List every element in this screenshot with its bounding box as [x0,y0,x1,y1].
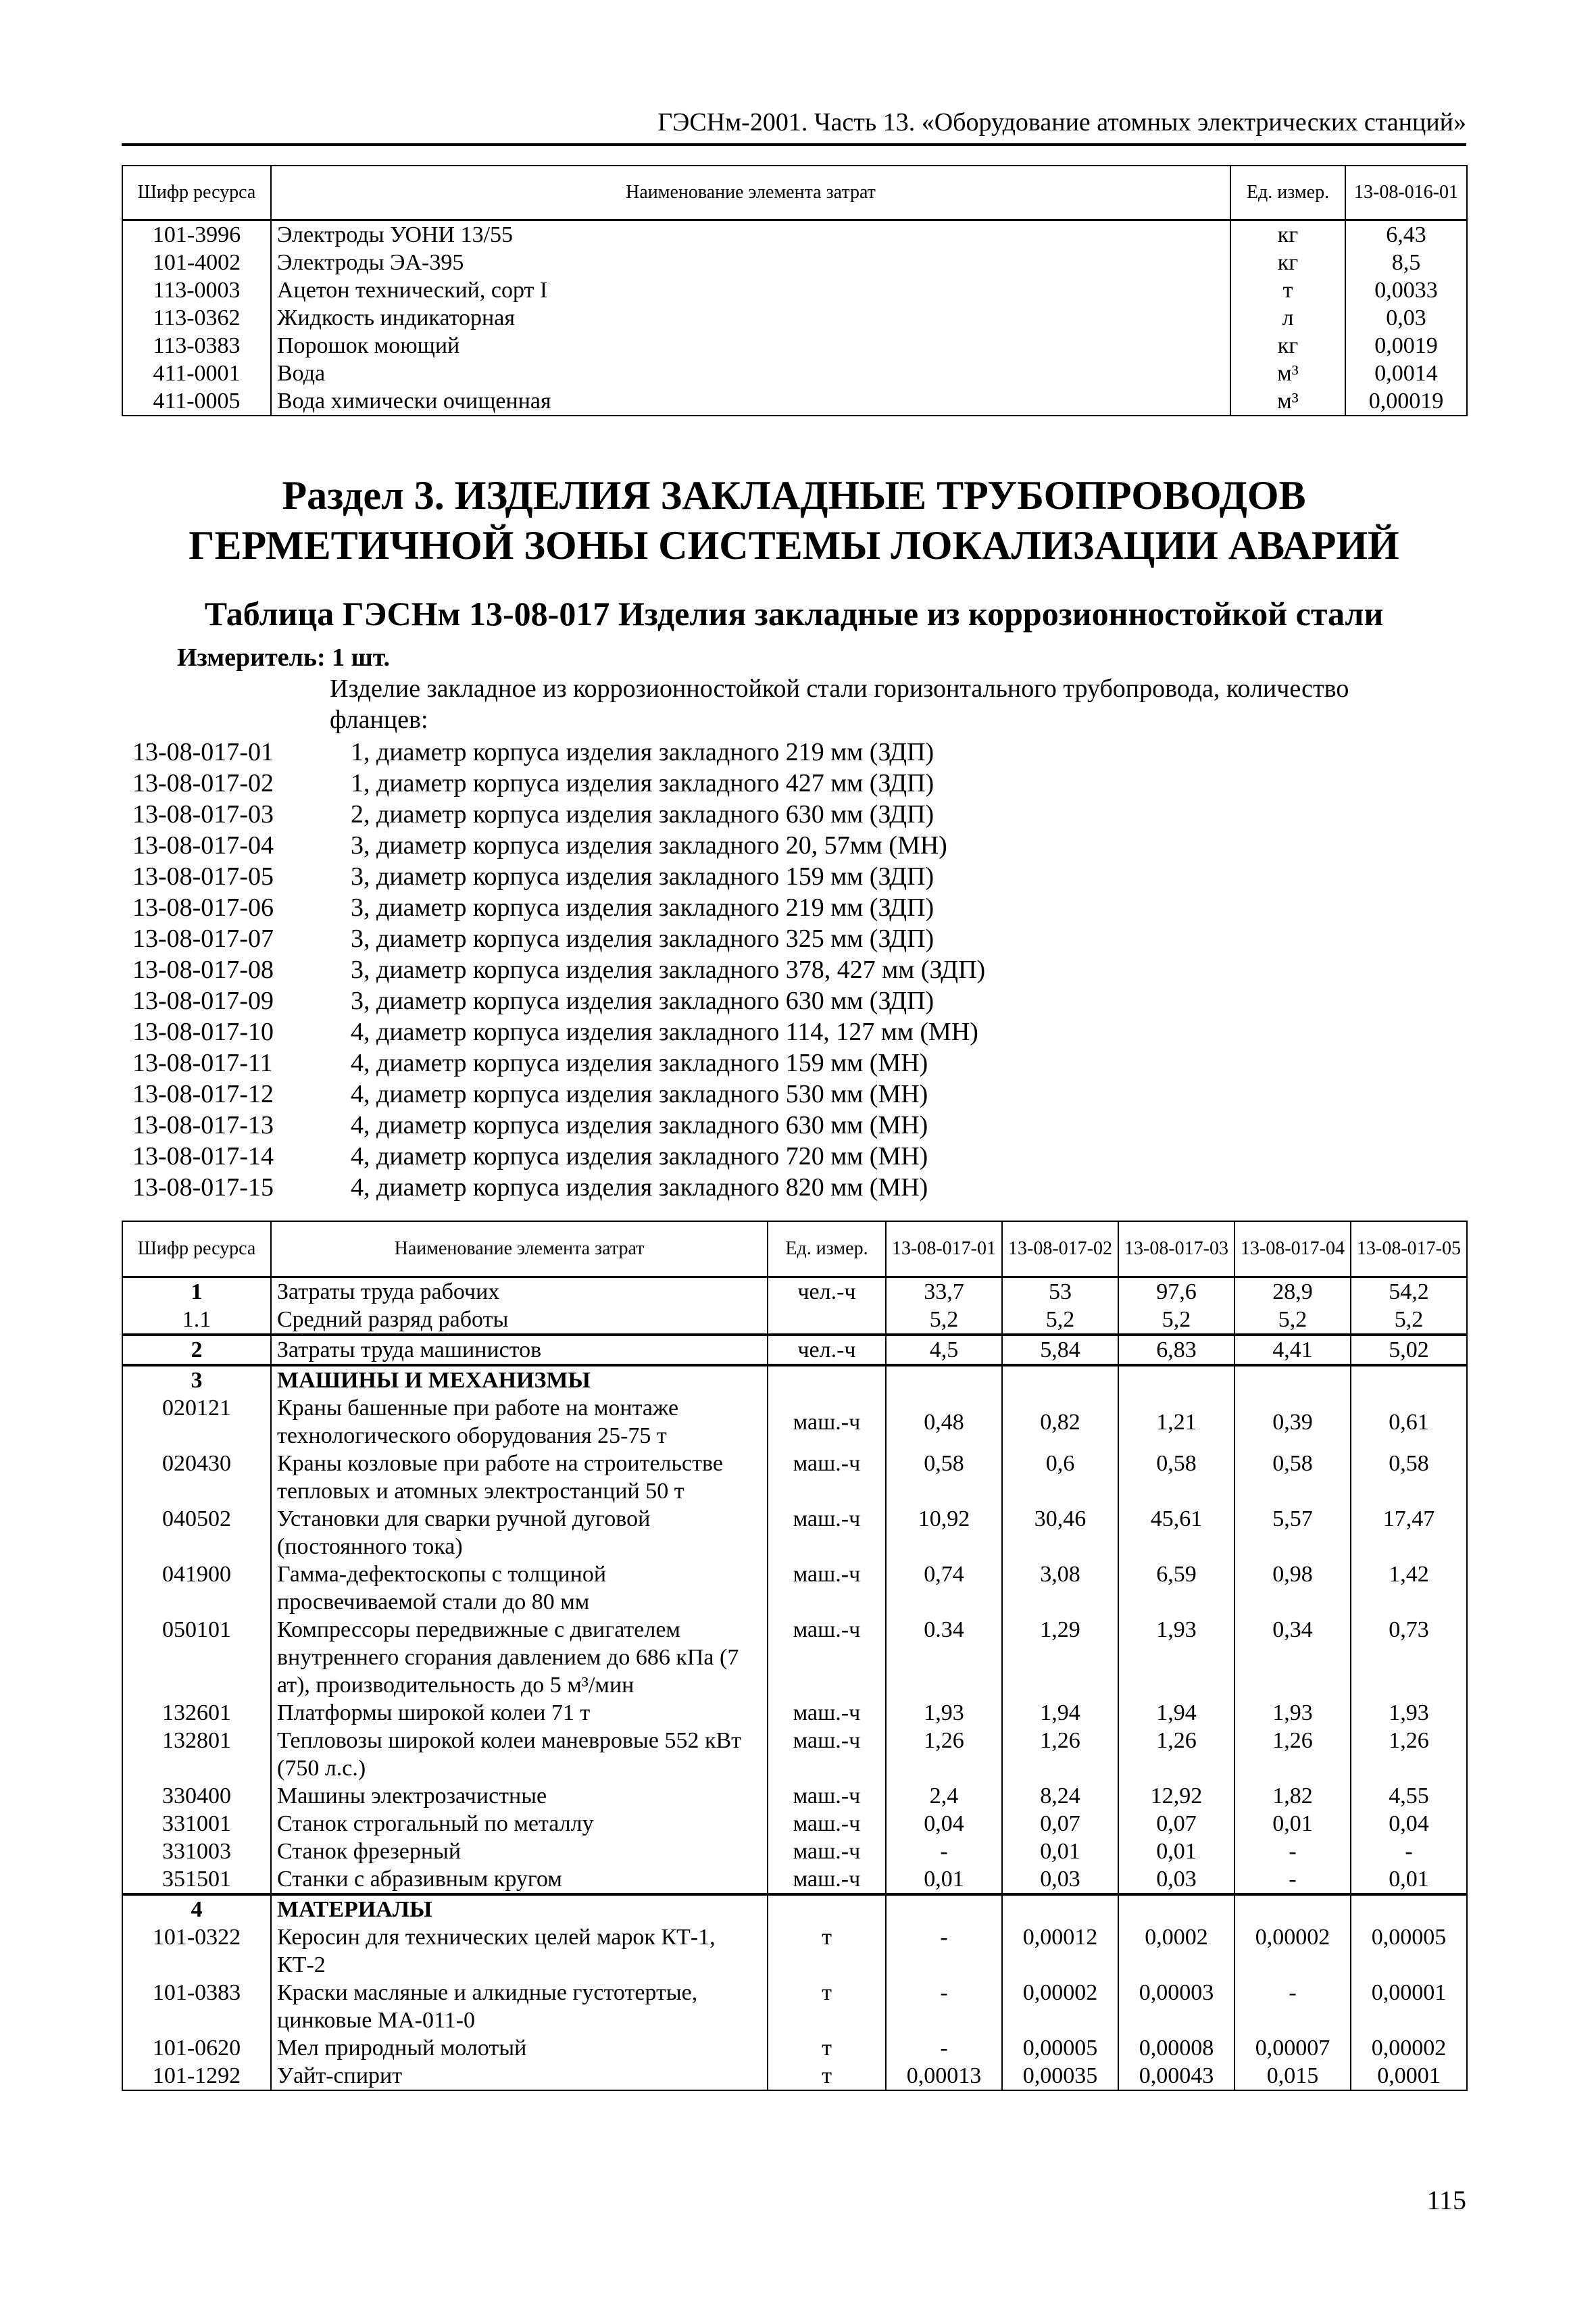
table-cell: м³ [1230,360,1345,387]
value-cell: 54,2 [1351,1277,1467,1306]
value-cell: 0,03 [1118,1865,1235,1894]
variant-item [132,1048,1416,1079]
value-cell: 1,93 [1235,1699,1351,1727]
value-cell: 0,39 [1235,1394,1351,1450]
value-cell: 0,58 [886,1450,1002,1505]
value-cell: 0,01 [886,1865,1002,1894]
resource-table-016 [122,165,1468,416]
value-cell: 0.34 [886,1616,1002,1699]
table-row [122,2034,1467,2062]
running-header: ГЭСНм-2001. Часть 13. «Оборудование атомных электрических станций» [657,108,1466,137]
value-cell: 1,21 [1118,1394,1235,1450]
resource-unit: т [768,1979,886,2034]
value-cell: 8,24 [1002,1782,1118,1810]
table-row [122,1838,1467,1865]
table-header-row [122,1221,1467,1277]
resource-code: 101-0620 [122,2034,271,2062]
table-row [122,1616,1467,1699]
column-header: Наименование элемента затрат [271,166,1230,220]
value-cell: 5,57 [1235,1505,1351,1560]
variant-code: 13-08-017-04 [132,831,274,860]
variant-code: 13-08-017-02 [132,769,274,797]
variant-item [132,954,1416,985]
value-cell: 0,01 [1235,1810,1351,1838]
table-cell: Порошок моющий [271,332,1230,360]
table-row [122,220,1467,249]
variant-code: 13-08-017-11 [132,1049,273,1077]
value-cell: - [1235,1865,1351,1894]
value-cell: 0,00002 [1351,2034,1467,2062]
variant-item [132,830,1416,861]
value-cell: 0,82 [1002,1394,1118,1450]
header-rule [122,143,1466,146]
variant-description: 3, диаметр корпуса изделия закладного 325 мм (ЗДП) [351,925,934,953]
value-cell: 1,26 [886,1727,1002,1782]
variant-item [132,892,1416,923]
variant-description: 1, диаметр корпуса изделия закладного 427 мм (ЗДП) [351,769,934,797]
description-lead: Изделие закладное из коррозионностойкой стали горизонтального трубопровода, количество фланцев: [330,674,1349,734]
variant-list [132,737,1416,1203]
value-cell: 1,94 [1002,1699,1118,1727]
column-header: Шифр ресурса [122,1221,271,1277]
resource-name: Затраты труда машинистов [271,1335,768,1365]
table-cell: т [1230,276,1345,304]
variant-description: 3, диаметр корпуса изделия закладного 219 мм (ЗДП) [351,893,934,922]
resource-unit [768,1365,886,1394]
value-cell: 0,01 [1002,1838,1118,1865]
variant-code: 13-08-017-09 [132,987,274,1015]
table-cell: кг [1230,220,1345,249]
value-cell: 0,0001 [1351,2062,1467,2090]
resource-code: 101-0322 [122,1923,271,1979]
value-cell: 0,00007 [1235,2034,1351,2062]
resource-code: 041900 [122,1560,271,1616]
resource-name: Краны козловые при работе на строительстве тепловых и атомных электростанций 50 т [271,1450,768,1505]
value-cell [886,1894,1002,1923]
table-cell: 411-0001 [122,360,271,387]
table-cell: 8,5 [1345,249,1467,276]
table-row [122,276,1467,304]
resource-name: Компрессоры передвижные с двигателем внутреннего сгорания давлением до 686 кПа (7 ат), производительность до 5 м³/мин [271,1616,768,1699]
resource-name: Платформы широкой колеи 71 т [271,1699,768,1727]
value-cell: - [1351,1838,1467,1865]
value-cell: 4,5 [886,1335,1002,1365]
resource-unit: маш.-ч [768,1810,886,1838]
value-cell: 12,92 [1118,1782,1235,1810]
value-cell: 97,6 [1118,1277,1235,1306]
value-cell: 0,00008 [1118,2034,1235,2062]
table-row [122,1727,1467,1782]
variant-item [132,985,1416,1016]
table-body [122,220,1467,416]
resource-name: Станок фрезерный [271,1838,768,1865]
value-cell: 2,4 [886,1782,1002,1810]
table-cell: Вода химически очищенная [271,387,1230,416]
table-row [122,2062,1467,2090]
table-row [122,332,1467,360]
value-cell: 1,82 [1235,1782,1351,1810]
value-cell: 0,98 [1235,1560,1351,1616]
value-cell: 10,92 [886,1505,1002,1560]
value-cell [1002,1894,1118,1923]
value-cell: 3,08 [1002,1560,1118,1616]
variant-description: 4, диаметр корпуса изделия закладного 114, 127 мм (МН) [351,1018,978,1046]
variant-item [132,799,1416,830]
table-row [122,249,1467,276]
value-cell: - [1235,1979,1351,2034]
value-cell: 0,04 [886,1810,1002,1838]
variant-code: 13-08-017-12 [132,1080,274,1108]
value-cell: 53 [1002,1277,1118,1306]
variant-code: 13-08-017-01 [132,738,274,766]
value-cell: 0,58 [1235,1450,1351,1505]
value-cell: 1,26 [1351,1727,1467,1782]
value-cell: 1,93 [1351,1699,1467,1727]
value-cell: 0,00012 [1002,1923,1118,1979]
column-header: 13-08-017-03 [1118,1221,1235,1277]
table-cell: 113-0003 [122,276,271,304]
resource-unit: маш.-ч [768,1450,886,1505]
resource-unit: маш.-ч [768,1699,886,1727]
resource-code: 3 [122,1365,271,1394]
table-cell: Электроды УОНИ 13/55 [271,220,1230,249]
value-cell: 5,2 [886,1306,1002,1335]
table-cell: 113-0362 [122,304,271,332]
value-cell: 0,61 [1351,1394,1467,1450]
resource-code: 351501 [122,1865,271,1894]
variant-code: 13-08-017-14 [132,1142,274,1171]
variant-description: 1, диаметр корпуса изделия закладного 219 мм (ЗДП) [351,738,934,766]
variant-code: 13-08-017-10 [132,1018,274,1046]
value-cell: 0,48 [886,1394,1002,1450]
value-cell [1002,1365,1118,1394]
variant-item [132,1172,1416,1203]
resource-code: 020430 [122,1450,271,1505]
value-cell: 33,7 [886,1277,1002,1306]
resource-name: Тепловозы широкой колеи маневровые 552 кВт (750 л.с.) [271,1727,768,1782]
resource-unit [768,1306,886,1335]
resource-unit: маш.-ч [768,1616,886,1699]
resource-name: Краны башенные при работе на монтаже технологического оборудования 25-75 т [271,1394,768,1450]
resource-code: 132801 [122,1727,271,1782]
table-cell: Электроды ЭА-395 [271,249,1230,276]
section-title: Раздел 3. ИЗДЕЛИЯ ЗАКЛАДНЫЕ ТРУБОПРОВОДОВ ГЕРМЕТИЧНОЙ ЗОНЫ СИСТЕМЫ ЛОКАЛИЗАЦИИ АВАРИЙ [189,473,1399,568]
value-cell: 0,00013 [886,2062,1002,2090]
table-cell: л [1230,304,1345,332]
table-cell: 101-4002 [122,249,271,276]
value-cell: 17,47 [1351,1505,1467,1560]
resource-unit: маш.-ч [768,1865,886,1894]
value-cell: 0,58 [1351,1450,1467,1505]
resource-name: Мел природный молотый [271,2034,768,2062]
variant-description: 4, диаметр корпуса изделия закладного 159 мм (МН) [351,1049,928,1077]
value-cell: - [1235,1838,1351,1865]
variant-item [132,1079,1416,1110]
resource-unit: маш.-ч [768,1727,886,1782]
resource-code: 101-1292 [122,2062,271,2090]
variant-description: 3, диаметр корпуса изделия закладного 630 мм (ЗДП) [351,987,934,1015]
variant-description: 3, диаметр корпуса изделия закладного 378, 427 мм (ЗДП) [351,956,986,984]
value-cell [1235,1894,1351,1923]
resource-name: МАШИНЫ И МЕХАНИЗМЫ [271,1365,768,1394]
column-header: Ед. измер. [768,1221,886,1277]
resource-unit: т [768,2034,886,2062]
table-row [122,1306,1467,1335]
table-row [122,304,1467,332]
resource-name: Средний разряд работы [271,1306,768,1335]
resource-code: 1 [122,1277,271,1306]
resource-name: Керосин для технических целей марок КТ-1, КТ-2 [271,1923,768,1979]
value-cell: 0,015 [1235,2062,1351,2090]
value-cell: 1,93 [1118,1616,1235,1699]
resource-table-017 [122,1221,1468,2091]
table-row [122,1394,1467,1450]
value-cell: 5,2 [1351,1306,1467,1335]
value-cell: 0,01 [1118,1838,1235,1865]
resource-code: 331001 [122,1810,271,1838]
value-cell: 4,55 [1351,1782,1467,1810]
resource-code: 4 [122,1894,271,1923]
value-cell [1118,1894,1235,1923]
variant-code: 13-08-017-05 [132,862,274,891]
resource-name: Гамма-дефектоскопы с толщиной просвечиваемой стали до 80 мм [271,1560,768,1616]
value-cell: - [886,1923,1002,1979]
table-cell: 113-0383 [122,332,271,360]
resource-code: 2 [122,1335,271,1365]
table-row [122,1699,1467,1727]
value-cell: - [886,1979,1002,2034]
variant-description: 3, диаметр корпуса изделия закладного 20, 57мм (МН) [351,831,947,860]
table-row [122,1810,1467,1838]
table-row [122,360,1467,387]
value-cell: 0,00001 [1351,1979,1467,2034]
column-header: Ед. измер. [1230,166,1345,220]
value-cell: 0,00005 [1002,2034,1118,2062]
table-cell: 0,0033 [1345,276,1467,304]
variant-item [132,768,1416,799]
resource-unit: т [768,1923,886,1979]
table-cell: 0,03 [1345,304,1467,332]
variant-code: 13-08-017-06 [132,893,274,922]
table-row [122,1335,1467,1365]
column-header: 13-08-017-01 [886,1221,1002,1277]
value-cell: 0,00002 [1235,1923,1351,1979]
value-cell: 0,58 [1118,1450,1235,1505]
table-row [122,1560,1467,1616]
value-cell: 0,03 [1002,1865,1118,1894]
value-cell: 4,41 [1235,1335,1351,1365]
variant-item [132,737,1416,768]
table-cell: 101-3996 [122,220,271,249]
column-header: Наименование элемента затрат [271,1221,768,1277]
table-cell: м³ [1230,387,1345,416]
table-row [122,1979,1467,2034]
table-row [122,1782,1467,1810]
table-cell: 6,43 [1345,220,1467,249]
column-header: 13-08-016-01 [1345,166,1467,220]
variant-item [132,923,1416,954]
value-cell: 5,2 [1002,1306,1118,1335]
variant-code: 13-08-017-03 [132,800,274,829]
table-title: Таблица ГЭСНм 13-08-017 Изделия закладные из коррозионностойкой стали [204,595,1384,633]
variant-code: 13-08-017-08 [132,956,274,984]
resource-unit: маш.-ч [768,1560,886,1616]
table-cell: 0,0014 [1345,360,1467,387]
resource-name: Краски масляные и алкидные густотертые, цинковые МА-011-0 [271,1979,768,2034]
table-header-row [122,166,1467,220]
variant-description: 3, диаметр корпуса изделия закладного 159 мм (ЗДП) [351,862,934,891]
value-cell: 1,26 [1235,1727,1351,1782]
value-cell [1118,1365,1235,1394]
value-cell: 5,2 [1118,1306,1235,1335]
value-cell: 1,26 [1002,1727,1118,1782]
table-cell: 0,0019 [1345,332,1467,360]
table-cell: Жидкость индикаторная [271,304,1230,332]
variant-description: 4, диаметр корпуса изделия закладного 530 мм (МН) [351,1080,928,1108]
column-header: Шифр ресурса [122,166,271,220]
resource-code: 132601 [122,1699,271,1727]
table-row [122,1277,1467,1306]
value-cell: 0,00035 [1002,2062,1118,2090]
value-cell [1351,1894,1467,1923]
value-cell: 1,26 [1118,1727,1235,1782]
variant-code: 13-08-017-07 [132,925,274,953]
resource-unit: маш.-ч [768,1782,886,1810]
resource-code: 331003 [122,1838,271,1865]
value-cell: 0,01 [1351,1865,1467,1894]
resource-name: Станки с абразивным кругом [271,1865,768,1894]
value-cell [1351,1365,1467,1394]
resource-unit: маш.-ч [768,1394,886,1450]
value-cell: 0,07 [1118,1810,1235,1838]
table-cell: Вода [271,360,1230,387]
measure-unit: Измеритель: 1 шт. [177,643,391,672]
value-cell: 5,02 [1351,1335,1467,1365]
group-row [122,1365,1467,1394]
resource-name: Затраты труда рабочих [271,1277,768,1306]
variant-description: 4, диаметр корпуса изделия закладного 720 мм (МН) [351,1142,928,1171]
value-cell: 6,83 [1118,1335,1235,1365]
resource-name: Уайт-спирит [271,2062,768,2090]
table-row [122,1450,1467,1505]
value-cell: 0,00003 [1118,1979,1235,2034]
resource-unit: маш.-ч [768,1505,886,1560]
variant-item [132,1141,1416,1172]
resource-code: 1.1 [122,1306,271,1335]
resource-name: МАТЕРИАЛЫ [271,1894,768,1923]
resource-code: 050101 [122,1616,271,1699]
table-row [122,1865,1467,1894]
value-cell: - [886,1838,1002,1865]
value-cell: 6,59 [1118,1560,1235,1616]
value-cell: 0,34 [1235,1616,1351,1699]
resource-unit: чел.-ч [768,1277,886,1306]
value-cell: 0,00043 [1118,2062,1235,2090]
value-cell: 0,00002 [1002,1979,1118,2034]
value-cell: 5,84 [1002,1335,1118,1365]
column-header: 13-08-017-04 [1235,1221,1351,1277]
value-cell: 0,0002 [1118,1923,1235,1979]
variant-code: 13-08-017-13 [132,1111,274,1139]
value-cell: 30,46 [1002,1505,1118,1560]
column-header: 13-08-017-05 [1351,1221,1467,1277]
page-number: 115 [1426,2185,1466,2215]
table-body [122,1277,1467,2091]
group-row [122,1894,1467,1923]
table-row [122,1923,1467,1979]
table-cell: кг [1230,249,1345,276]
variant-code: 13-08-017-15 [132,1173,274,1202]
table-cell: 411-0005 [122,387,271,416]
variant-item [132,1110,1416,1141]
value-cell: 5,2 [1235,1306,1351,1335]
value-cell: 0,73 [1351,1616,1467,1699]
resource-unit [768,1894,886,1923]
variant-item [132,1016,1416,1048]
table-cell: Ацетон технический, сорт I [271,276,1230,304]
variant-description: 4, диаметр корпуса изделия закладного 820 мм (МН) [351,1173,928,1202]
table-cell: кг [1230,332,1345,360]
value-cell [1235,1365,1351,1394]
value-cell: 0,00005 [1351,1923,1467,1979]
value-cell: 28,9 [1235,1277,1351,1306]
resource-name: Станок строгальный по металлу [271,1810,768,1838]
value-cell: 0,04 [1351,1810,1467,1838]
value-cell: 0,6 [1002,1450,1118,1505]
value-cell: 0,74 [886,1560,1002,1616]
value-cell: 1,42 [1351,1560,1467,1616]
column-header: 13-08-017-02 [1002,1221,1118,1277]
table-row [122,1505,1467,1560]
resource-unit: чел.-ч [768,1335,886,1365]
resource-unit: маш.-ч [768,1838,886,1865]
resource-code: 040502 [122,1505,271,1560]
resource-name: Машины электрозачистные [271,1782,768,1810]
variant-description: 4, диаметр корпуса изделия закладного 630 мм (МН) [351,1111,928,1139]
resource-code: 330400 [122,1782,271,1810]
variant-item [132,861,1416,892]
value-cell: 1,29 [1002,1616,1118,1699]
value-cell: 1,93 [886,1699,1002,1727]
resource-code: 020121 [122,1394,271,1450]
table-row [122,387,1467,416]
variant-description: 2, диаметр корпуса изделия закладного 630 мм (ЗДП) [351,800,934,829]
resource-code: 101-0383 [122,1979,271,2034]
value-cell: 1,94 [1118,1699,1235,1727]
resource-name: Установки для сварки ручной дуговой (постоянного тока) [271,1505,768,1560]
value-cell: 0,07 [1002,1810,1118,1838]
resource-unit: т [768,2062,886,2090]
table-cell: 0,00019 [1345,387,1467,416]
value-cell: 45,61 [1118,1505,1235,1560]
value-cell: - [886,2034,1002,2062]
value-cell [886,1365,1002,1394]
